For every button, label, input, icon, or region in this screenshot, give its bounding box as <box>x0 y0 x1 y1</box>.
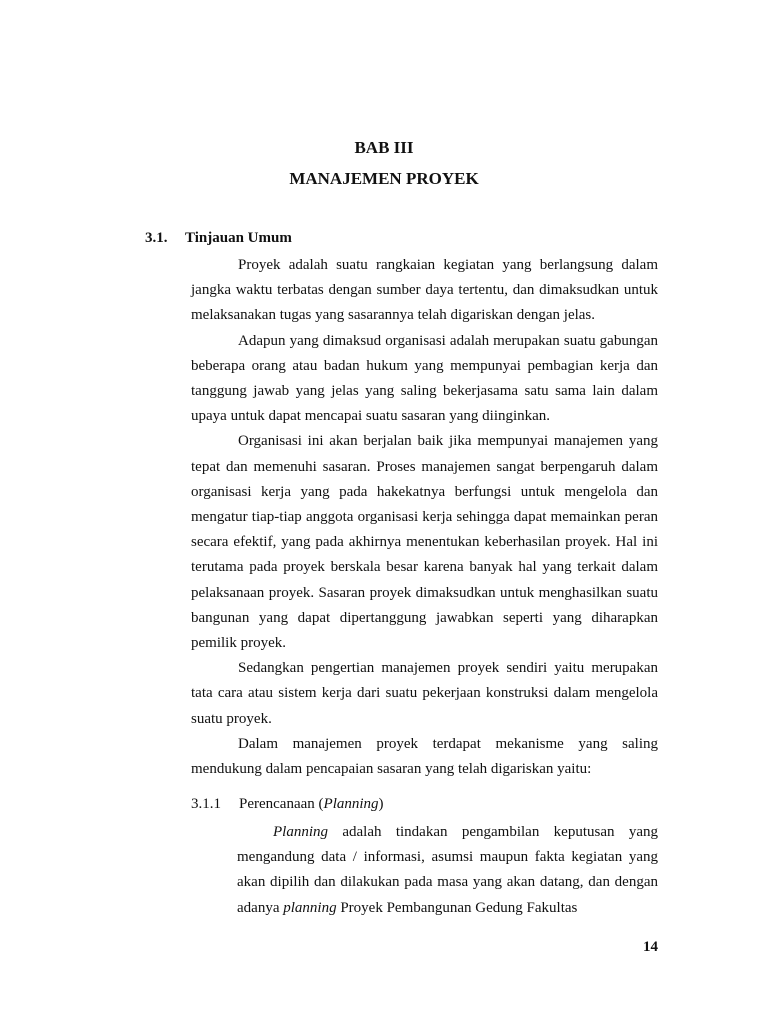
paragraph: Sedangkan pengertian manajemen proyek sendiri yaitu merupakan tata cara atau sistem kerja dari suatu pekerjaan konstruksi dalam mengelola suatu proyek. <box>191 660 658 727</box>
paragraph-text: Proyek Pembangunan Gedung Fakultas <box>336 899 578 916</box>
section-heading <box>145 230 292 247</box>
paragraph: Proyek adalah suatu rangkaian kegiatan yang berlangsung dalam jangka waktu terbatas dengan sumber daya tertentu, dan dimaksudkan untuk melaksanakan tugas yang sasarannya telah digariskan dengan jelas. <box>191 257 658 324</box>
page-number: 14 <box>643 939 658 955</box>
section-body <box>191 253 658 782</box>
subsection-title-prefix: Perencanaan ( <box>239 796 324 812</box>
subsection-number: 3.1.1 <box>191 796 221 812</box>
subsection-title-italic: Planning <box>323 796 379 812</box>
paragraph: Organisasi ini akan berjalan baik jika mempunyai manajemen yang tepat dan memenuhi sasaran. Proses manajemen sangat berpengaruh dalam organisasi kerja yang pada hakekatnya berfungsi untuk mengelola dan mengatur tiap-tiap anggota organisasi kerja sehingga dapat memainkan peran secara efektif, yang pada akhirnya menentukan keberhasilan proyek. Hal ini terutama pada proyek berskala besar karena banyak hal yang terkait dalam pelaksanaan proyek. Sasaran proyek dimaksudkan untuk menghasilkan suatu bangunan yang dapat dipertanggung jawabkan seperti yang diharapkan pemilik proyek. <box>191 433 658 652</box>
section-title: Tinjauan Umum <box>185 230 292 246</box>
paragraph: Dalam manajemen proyek terdapat mekanisme yang saling mendukung dalam pencapaian sasaran yang telah digariskan yaitu: <box>191 735 658 778</box>
italic-term: planning <box>283 899 337 916</box>
subsection-title-suffix: ) <box>378 796 384 812</box>
paragraph <box>237 820 658 921</box>
chapter-title: MANAJEMEN PROYEK <box>289 169 479 188</box>
subsection-body <box>237 820 658 921</box>
italic-term: Planning <box>273 824 328 840</box>
paragraph: Adapun yang dimaksud organisasi adalah merupakan suatu gabungan beberapa orang atau badan hukum yang mempunyai pembagian kerja dan tanggung jawab yang jelas yang saling bekerjasama satu sama lain dalam upaya untuk dapat mencapai suatu sasaran yang diinginkan. <box>191 332 658 425</box>
chapter-number: BAB III <box>354 138 414 157</box>
subsection-heading <box>191 796 384 813</box>
paragraph-text: adalah tindakan pengambilan keputusan yang mengandung data / informasi, asumsi maupun fakta kegiatan yang akan dipilih dan dilakukan pada masa yang akan datang, dan dengan adanya <box>237 824 658 916</box>
section-number: 3.1. <box>145 230 168 246</box>
